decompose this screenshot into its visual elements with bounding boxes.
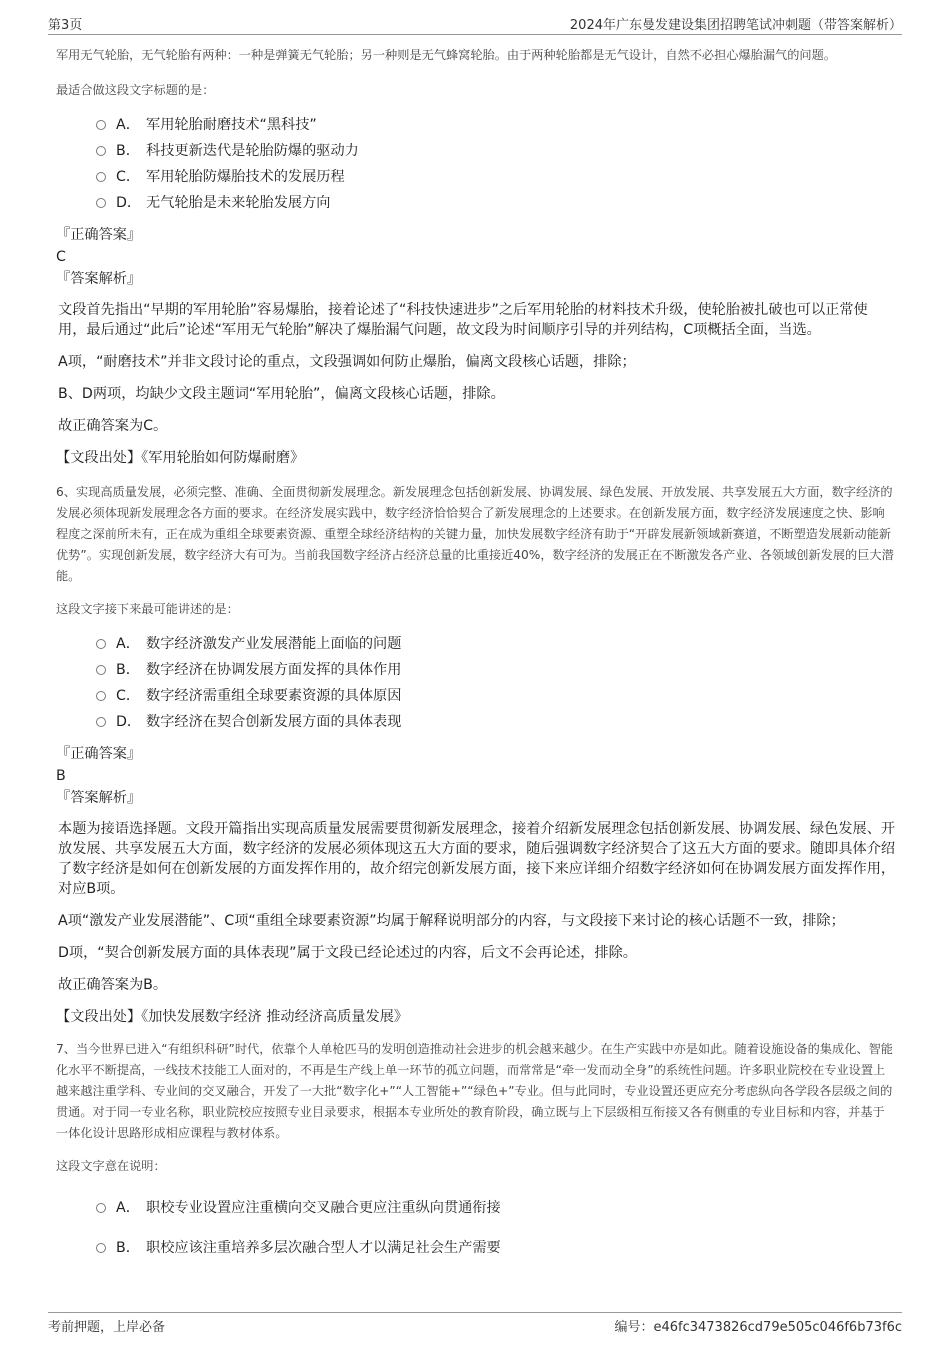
page-footer [48,1312,902,1335]
question-7 [56,1039,896,1268]
option-b[interactable]: B． 数字经济在协调发展方面发挥的具体作用 [96,657,896,683]
analysis-paragraph: D项，“契合创新发展方面的具体表现”属于文段已经论述过的内容，后文不会再论述，排除。 [58,945,637,961]
passage-tail: 军用无气轮胎，无气轮胎有两种：一种是弹簧无气轮胎；另一种则是无气蜂窝轮胎。由于两种轮胎都是无气设计，自然不必担心爆胎漏气的问题。 [56,48,836,62]
question-6 [56,482,896,1027]
question-prompt: 这段文字接下来最可能讲述的是： [56,602,239,616]
document-code: 编号：e46fc3473826cd79e505c046f6b73f6c [614,1320,902,1335]
radio-icon[interactable] [96,172,106,182]
analysis-paragraph: 故正确答案为B。 [58,977,168,993]
radio-icon[interactable] [96,691,106,701]
analysis-paragraph: 故正确答案为C。 [58,418,168,434]
radio-icon[interactable] [96,1243,106,1253]
analysis-paragraph: 文段首先指出“早期的军用轮胎”容易爆胎，接着论述了“科技快速进步”之后军用轮胎的材料技术升级，使轮胎被扎破也可以正常使用，最后通过“此后”论述“军用无气轮胎”解决了爆胎漏气问题，故文段为时间顺序引导的并列结构，C项概括全面，当选。 [58,302,868,338]
option-list [56,112,896,216]
radio-icon[interactable] [96,1203,106,1213]
option-a[interactable]: A． 数字经济激发产业发展潜能上面临的问题 [96,631,896,657]
page-content [56,45,896,1280]
question-passage: 6、实现高质量发展，必须完整、准确、全面贯彻新发展理念。新发展理念包括创新发展、协调发展、绿色发展、开放发展、共享发展五大方面，数字经济的发展必须体现新发展理念各方面的要求。在经济发展实践中，数字经济恰恰契合了新发展理念的上述要求。在创新发展方面，数字经济发展速度之快、影响程度之深前所未有，正在成为重组全球要素资源、重塑全球经济结构的关键力量，加快发展数字经济有助于“开辟发展新领域新赛道，不断塑造发展新动能新优势”。实现创新发展，数字经济大有可为。当前我国数字经济占经济总量的比重接近40%，数字经济的发展正在不断激发各产业、各领域创新发展的巨大潜能。 [56,485,894,583]
question-5 [56,45,896,468]
option-c[interactable]: C． 数字经济需重组全球要素资源的具体原因 [96,683,896,709]
answer-value: C [56,249,66,265]
analysis-paragraph: B、D两项，均缺少文段主题词“军用轮胎”，偏离文段核心话题，排除。 [58,386,505,402]
radio-icon[interactable] [96,120,106,130]
answer-label: 『正确答案』 [56,746,142,762]
answer-value: B [56,768,66,784]
option-a[interactable]: A． 职校专业设置应注重横向交叉融合更应注重纵向贯通衔接 [96,1188,896,1228]
option-c[interactable]: C． 军用轮胎防爆胎技术的发展历程 [96,164,896,190]
radio-icon[interactable] [96,198,106,208]
document-title: 2024年广东曼发建设集团招聘笔试冲刺题（带答案解析） [569,18,902,33]
question-prompt: 这段文字意在说明： [56,1159,166,1173]
option-b[interactable]: B． 职校应该注重培养多层次融合型人才以满足社会生产需要 [96,1228,896,1268]
analysis-block [56,300,896,436]
option-list [56,1188,896,1268]
radio-icon[interactable] [96,665,106,675]
analysis-paragraph: A项，“耐磨技术”并非文段讨论的重点，文段强调如何防止爆胎，偏离文段核心话题，排除； [58,354,636,370]
option-d[interactable]: D． 数字经济在契合创新发展方面的具体表现 [96,709,896,735]
analysis-paragraph: A项“激发产业发展潜能”、C项“重组全球要素资源”均属于解释说明部分的内容，与文段接下来讨论的核心话题不一致，排除； [58,913,845,929]
radio-icon[interactable] [96,146,106,156]
analysis-block [56,819,896,995]
source-citation: 【文段出处】《加快发展数字经济 推动经济高质量发展》 [56,1009,409,1025]
page-number: 第3页 [48,18,83,33]
question-prompt: 最适合做这段文字标题的是： [56,83,215,97]
analysis-label: 『答案解析』 [56,271,142,287]
option-a[interactable]: A． 军用轮胎耐磨技术“黑科技” [96,112,896,138]
option-b[interactable]: B． 科技更新迭代是轮胎防爆的驱动力 [96,138,896,164]
answer-label: 『正确答案』 [56,227,142,243]
footer-slogan: 考前押题，上岸必备 [48,1320,166,1335]
radio-icon[interactable] [96,639,106,649]
source-citation: 【文段出处】《军用轮胎如何防爆耐磨》 [56,450,305,466]
analysis-label: 『答案解析』 [56,790,142,806]
radio-icon[interactable] [96,717,106,727]
page-header [48,14,902,35]
analysis-paragraph: 本题为接语选择题。文段开篇指出实现高质量发展需要贯彻新发展理念，接着介绍新发展理念包括创新发展、协调发展、绿色发展、开放发展、共享发展五大方面，数字经济的发展必须体现这五大方面的要求，随后强调数字经济契合了这五大方面的要求。随即具体介绍了数字经济是如何在创新发展的方面发挥作用的，故介绍完创新发展方面，接下来应详细介绍数字经济如何在协调发展方面发挥作用，对应B项。 [58,821,896,897]
question-passage: 7、当今世界已进入“有组织科研”时代，依靠个人单枪匹马的发明创造推动社会进步的机会越来越少。在生产实践中亦是如此。随着设施设备的集成化、智能化水平不断提高，一线技术技能工人面对的，不再是生产线上单一环节的孤立问题，而常常是“牵一发而动全身”的系统性问题。许多职业院校在专业设置上越来越注重学科、专业间的交叉融合，开发了一大批“数字化+”“人工智能+”“绿色+”专业。但与此同时，专业设置还更应充分考虑纵向各学段各层级之间的贯通。对于同一专业名称，职业院校应按照专业目录要求，根据本专业所处的教育阶段，确立既与上下层级相互衔接又各有侧重的专业目标和内容，并基于一体化设计思路形成相应课程与教材体系。 [56,1042,893,1140]
option-list [56,631,896,735]
option-d[interactable]: D． 无气轮胎是未来轮胎发展方向 [96,190,896,216]
